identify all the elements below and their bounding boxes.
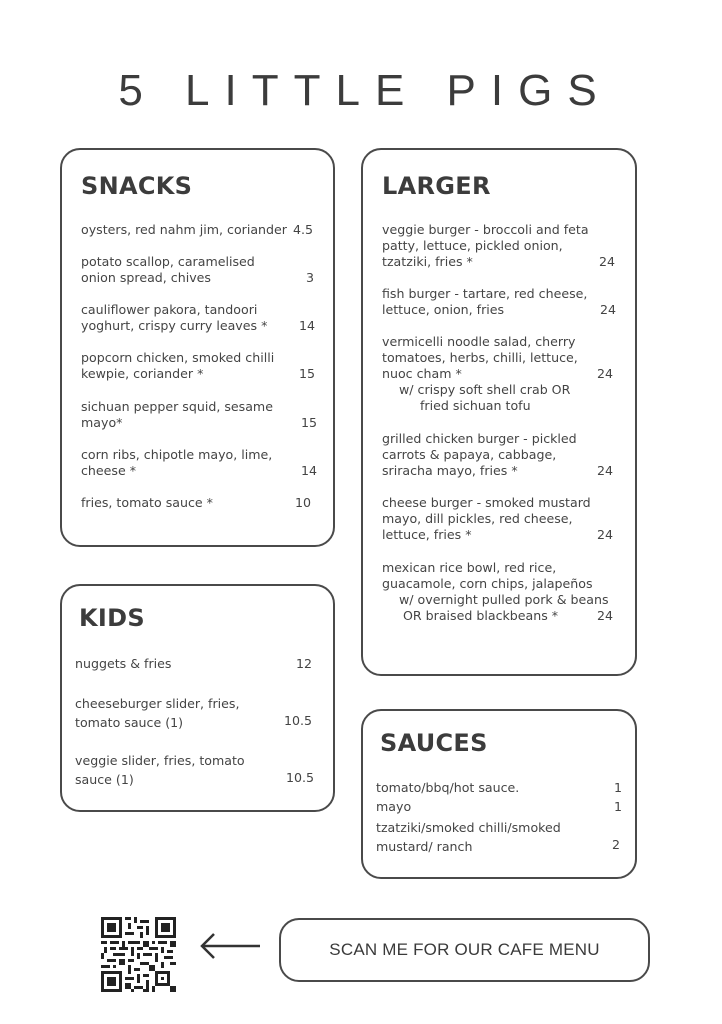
- sauces-heading: SAUCES: [380, 729, 488, 757]
- menu-item: cheese burger - smoked mustard mayo, dill pickles, red cheese, lettuce, fries *: [382, 495, 591, 542]
- menu-item-price: 14: [299, 318, 316, 333]
- menu-item-price: 24: [597, 463, 614, 478]
- menu-item: vermicelli noodle salad, cherry tomatoes, herbs, chilli, lettuce, nuoc cham * w/ crispy soft shell crab OR fried sichuan tofu: [382, 334, 632, 414]
- menu-item-price: 10.5: [286, 770, 315, 785]
- menu-item: veggie slider, fries, tomato sauce (1): [75, 753, 245, 787]
- menu-item: nuggets & fries: [75, 656, 172, 671]
- menu-item: potato scallop, caramelised onion spread, chives: [81, 254, 255, 285]
- menu-item: fish burger - tartare, red cheese, lettuce, onion, fries: [382, 286, 588, 317]
- menu-item: tzatziki/smoked chilli/smoked mustard/ ranch: [376, 820, 561, 854]
- menu-item-price: 24: [600, 302, 617, 317]
- snacks-section: [60, 148, 335, 547]
- menu-item-price: 10: [295, 495, 312, 510]
- menu-item: oysters, red nahm jim, coriander: [81, 222, 287, 237]
- snacks-heading: SNACKS: [81, 172, 193, 200]
- menu-item-price: 10.5: [284, 713, 313, 728]
- menu-item-option: fried sichuan tofu: [420, 398, 531, 413]
- menu-item: mexican rice bowl, red rice, guacamole, corn chips, jalapeños w/ overnight pulled pork & beans OR braised blackbeans *: [382, 560, 632, 624]
- menu-item-price: 4.5: [293, 222, 314, 237]
- menu-item-price: 2: [612, 837, 621, 852]
- larger-heading: LARGER: [382, 172, 491, 200]
- arrow-left-icon: [198, 930, 262, 962]
- menu-title: 5 LITTLE PIGS: [118, 66, 612, 115]
- sauces-section: [361, 709, 637, 879]
- larger-section: [361, 148, 637, 676]
- menu-item: cauliflower pakora, tandoori yoghurt, crispy curry leaves *: [81, 302, 268, 333]
- menu-item: fries, tomato sauce *: [81, 495, 213, 510]
- menu-item: mayo: [376, 799, 412, 814]
- menu-item-price: 24: [597, 366, 614, 381]
- menu-item: tomato/bbq/hot sauce.: [376, 780, 520, 795]
- kids-heading: KIDS: [79, 604, 145, 632]
- menu-item-price: 24: [599, 254, 616, 269]
- menu-item-price: 24: [597, 527, 614, 542]
- menu-item-option: w/ crispy soft shell crab OR: [399, 382, 571, 397]
- menu-item-price: 15: [299, 366, 316, 381]
- menu-item-price: 14: [301, 463, 318, 478]
- menu-item: veggie burger - broccoli and feta patty, lettuce, pickled onion, tzatziki, fries *: [382, 222, 589, 269]
- menu-item: corn ribs, chipotle mayo, lime, cheese *: [81, 447, 273, 478]
- menu-item: sichuan pepper squid, sesame mayo*: [81, 399, 273, 430]
- kids-section: [60, 584, 335, 812]
- qr-code[interactable]: [101, 917, 176, 992]
- menu-item-option: w/ overnight pulled pork & beans: [399, 592, 609, 607]
- menu-item-price: 3: [306, 270, 315, 285]
- menu-item-option: OR braised blackbeans *: [403, 608, 559, 623]
- cafe-menu-button[interactable]: SCAN ME FOR OUR CAFE MENU: [279, 918, 650, 982]
- menu-item-price: 15: [301, 415, 318, 430]
- menu-item: cheeseburger slider, fries, tomato sauce (1): [75, 696, 240, 730]
- menu-item-price: 24: [597, 608, 614, 623]
- menu-item: popcorn chicken, smoked chilli kewpie, coriander *: [81, 350, 275, 381]
- menu-item-price: 12: [296, 656, 313, 671]
- menu-item: grilled chicken burger - pickled carrots & papaya, cabbage, sriracha mayo, fries *: [382, 431, 577, 478]
- menu-item-price: 1: [614, 780, 623, 795]
- menu-item-price: 1: [614, 799, 623, 814]
